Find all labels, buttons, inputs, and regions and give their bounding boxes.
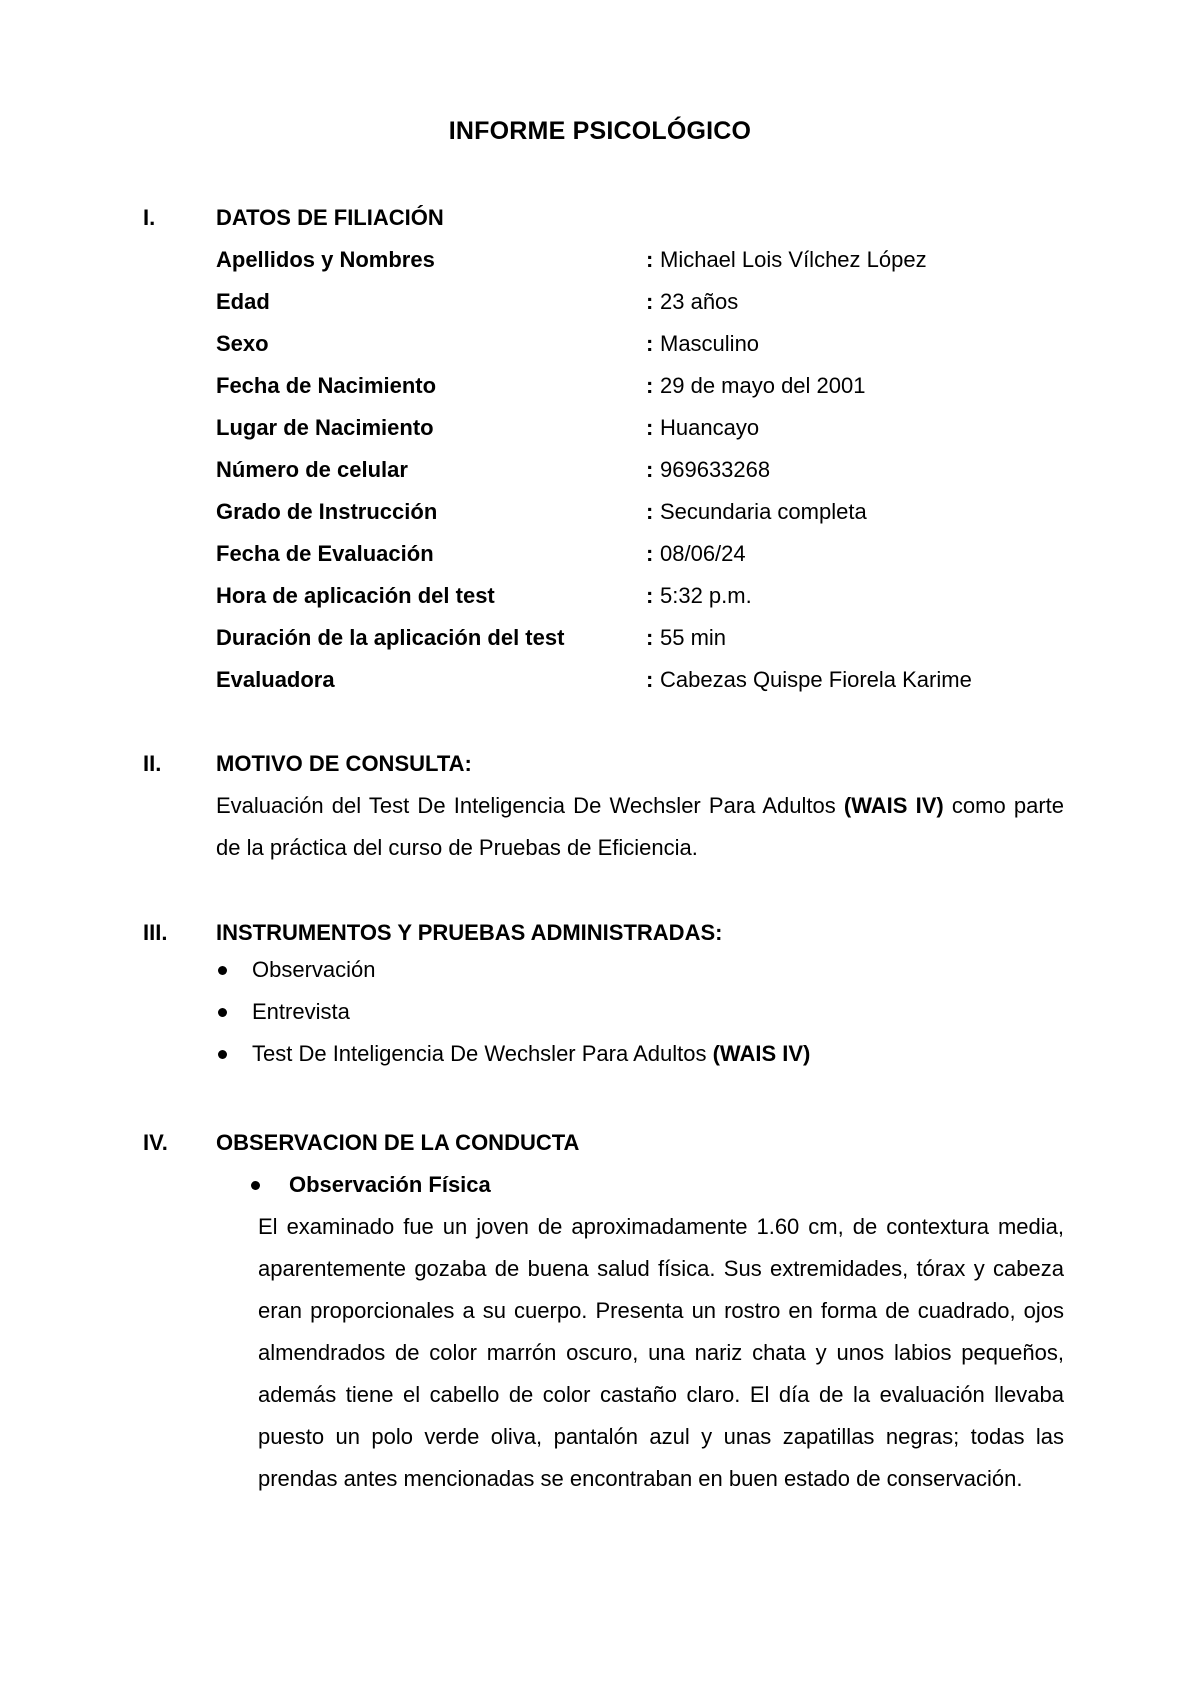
datos-key: Sexo [216,331,269,356]
datos-row [216,287,1076,329]
datos-key: Fecha de Evaluación [216,541,434,566]
datos-row [216,329,1076,371]
datos-value: Huancayo [660,415,760,440]
datos-key: Número de celular [216,457,408,482]
section-number: III. [143,920,168,945]
section-number: IV. [143,1130,168,1155]
colon: : [646,331,654,356]
datos-key: Apellidos y Nombres [216,247,435,272]
section-label: INSTRUMENTOS Y PRUEBAS ADMINISTRADAS: [216,920,723,945]
datos-row [216,581,1076,623]
observacion-paragraph: El examinado fue un joven de aproximadamente 1.60 cm, de contextura media, aparentemente gozaba de buena salud física. Sus extremidades, tórax y cabeza eran proporcionales a su cuerpo. Presenta un rostro en forma de cuadrado, ojos almendrados de color marrón oscuro, una nariz chata y unos labios pequeños, además tiene el cabello de color castaño claro. El día de la evaluación llevaba puesto un polo verde oliva, pantalón azul y unas zapatillas negras; todas las prendas antes mencionadas se encontraban en buen estado de conservación. [258,1214,1064,1491]
list-item-text: Entrevista [252,999,350,1024]
datos-row [216,497,1076,539]
datos-value: 5:32 p.m. [660,583,752,608]
datos-key: Lugar de Nacimiento [216,415,434,440]
datos-key: Edad [216,289,270,314]
datos-row [216,539,1076,581]
datos-value: Michael Lois Vílchez López [660,247,927,272]
colon: : [646,247,654,272]
instrumentos-list [216,955,1076,1081]
datos-key: Duración de la aplicación del test [216,625,565,650]
datos-row [216,413,1076,455]
section-number: II. [143,751,162,776]
list-item-text: Test De Inteligencia De Wechsler Para Adultos [252,1041,713,1066]
colon: : [646,457,654,482]
list-item [216,997,1076,1039]
observacion-subheading [249,1170,491,1200]
datos-value: 55 min [660,625,727,650]
motivo-text: Evaluación del Test De Inteligencia De Wechsler Para Adultos [216,793,844,818]
datos-row [216,371,1076,413]
bullet-icon [251,1181,260,1190]
colon: : [646,373,654,398]
datos-value: Secundaria completa [660,499,867,524]
datos-filiacion-list [216,245,1076,707]
colon: : [646,583,654,608]
datos-value: 23 años [660,289,739,314]
section-label: OBSERVACION DE LA CONDUCTA [216,1130,580,1155]
datos-value: Masculino [660,331,760,356]
motivo-paragraph [216,785,1064,869]
section-number: I. [143,205,156,230]
datos-key: Hora de aplicación del test [216,583,495,608]
colon: : [646,499,654,524]
section-label: DATOS DE FILIACIÓN [216,205,444,230]
motivo-bold: (WAIS IV) [843,793,944,818]
list-item-text: Observación [252,957,376,982]
colon: : [646,667,654,692]
datos-row [216,455,1076,497]
list-item [216,1039,1076,1081]
datos-row [216,245,1076,287]
colon: : [646,289,654,314]
datos-row [216,623,1076,665]
subheading-text: Observación Física [289,1172,491,1197]
datos-value: Cabezas Quispe Fiorela Karime [660,667,972,692]
bullet-icon [218,1008,227,1017]
datos-key: Grado de Instrucción [216,499,438,524]
datos-row [216,665,1076,707]
datos-value: 08/06/24 [660,541,746,566]
datos-key: Fecha de Nacimiento [216,373,437,398]
colon: : [646,541,654,566]
list-item-bold: (WAIS IV) [712,1041,811,1066]
bullet-icon [218,1050,227,1059]
document-title: INFORME PSICOLÓGICO [448,117,752,145]
datos-value: 969633268 [660,457,771,482]
section-label: MOTIVO DE CONSULTA: [216,751,472,776]
colon: : [646,415,654,440]
datos-key: Evaluadora [216,667,335,692]
datos-value: 29 de mayo del 2001 [660,373,866,398]
colon: : [646,625,654,650]
motivo-text-end: como parte de la práctica del curso de Pruebas de Eficiencia. [216,793,1064,860]
list-item [216,955,1076,997]
bullet-icon [218,966,227,975]
